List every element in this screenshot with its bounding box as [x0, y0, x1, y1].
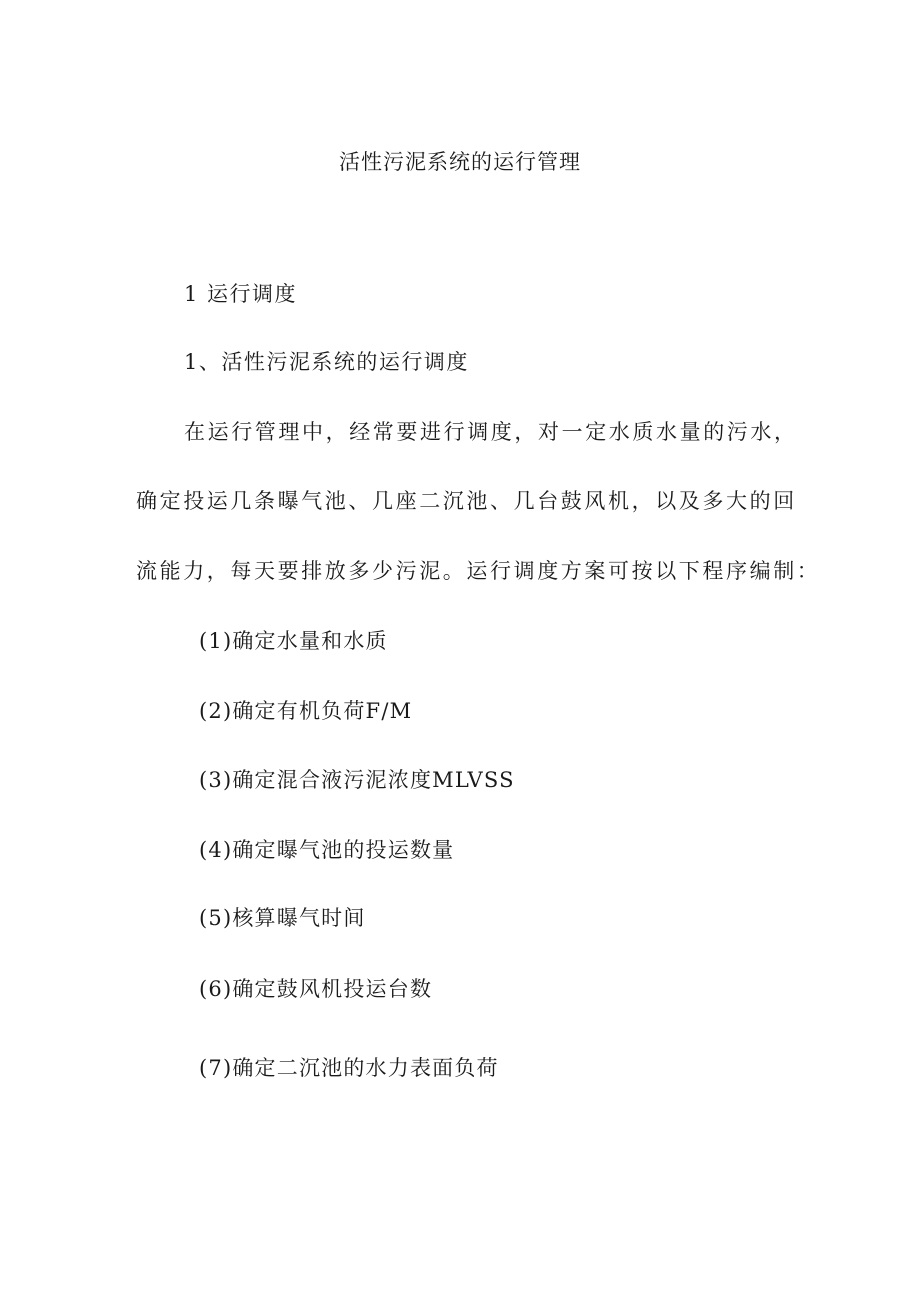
step-item: (4)确定曝气池的投运数量	[199, 838, 455, 862]
step-item: (1)确定水量和水质	[199, 629, 388, 653]
step-item: (5)核算曝气时间	[199, 906, 366, 930]
subsection-heading: 1、活性污泥系统的运行调度	[184, 350, 469, 374]
paragraph-line: 确定投运几条曝气池、几座二沉池、几台鼓风机，以及多大的回	[136, 489, 797, 513]
paragraph-line: 流能力，每天要排放多少污泥。运行调度方案可按以下程序编制：	[136, 559, 821, 583]
section-heading: 1 运行调度	[184, 282, 298, 306]
step-item: (6)确定鼓风机投运台数	[199, 977, 433, 1001]
paragraph-line: 在运行管理中，经常要进行调度，对一定水质水量的污水，	[184, 420, 798, 444]
step-item: (3)确定混合液污泥浓度MLVSS	[199, 768, 515, 792]
step-item: (2)确定有机负荷F/M	[199, 699, 413, 723]
document-title: 活性污泥系统的运行管理	[339, 150, 581, 174]
step-item: (7)确定二沉池的水力表面负荷	[199, 1056, 499, 1080]
